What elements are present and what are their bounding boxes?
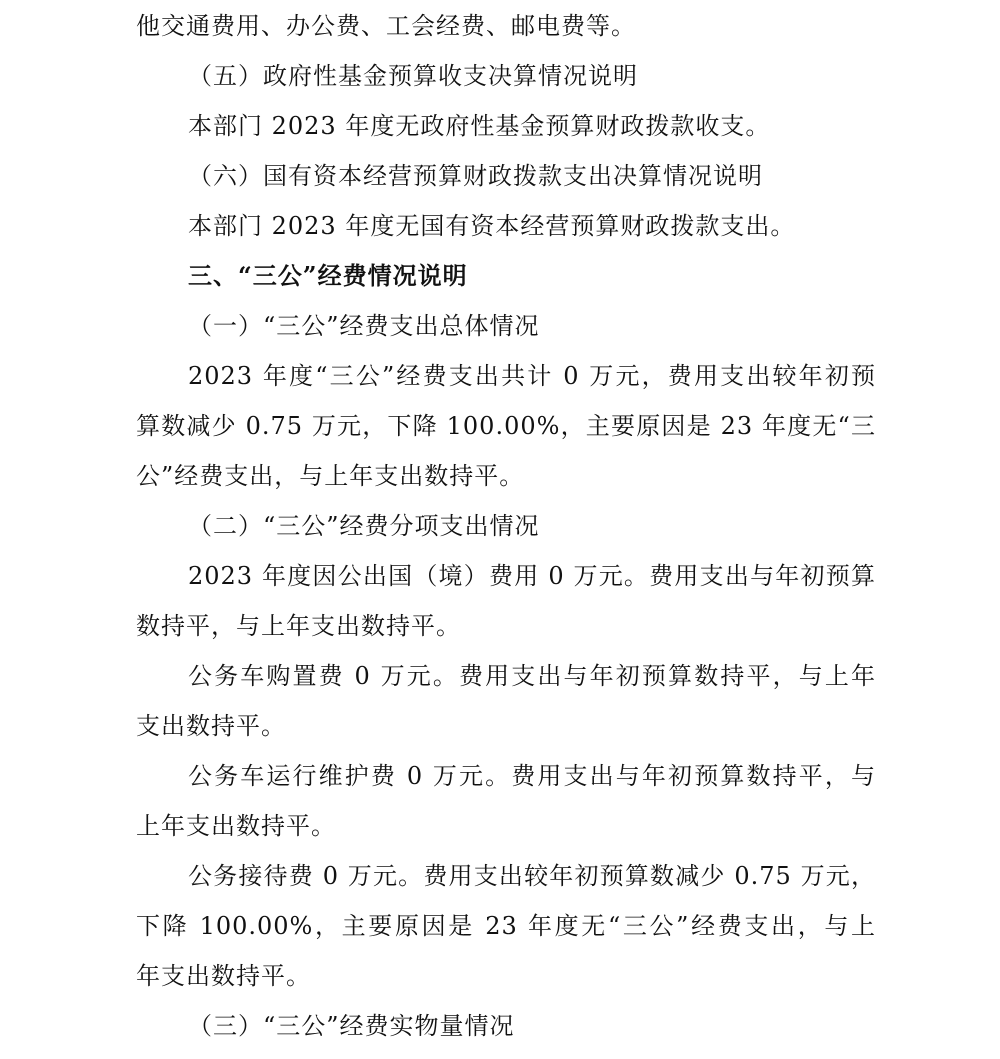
paragraph-line: 公务车购置费 0 万元。费用支出与年初预算数持平，与上年 bbox=[188, 662, 876, 690]
paragraph-line: 公务接待费 0 万元。费用支出较年初预算数减少 0.75 万元， bbox=[188, 862, 876, 890]
paragraph-line: 算数减少 0.75 万元，下降 100.00%，主要原因是 23 年度无“三 bbox=[136, 412, 876, 440]
paragraph-line: 数持平，与上年支出数持平。 bbox=[136, 612, 461, 640]
section-heading: （二）“三公”经费分项支出情况 bbox=[188, 512, 540, 540]
paragraph-line: 公务车运行维护费 0 万元。费用支出与年初预算数持平，与 bbox=[188, 762, 876, 790]
paragraph-line: 支出数持平。 bbox=[136, 712, 286, 740]
paragraph-line: 上年支出数持平。 bbox=[136, 812, 336, 840]
paragraph-line: 本部门 2023 年度无国有资本经营预算财政拨款支出。 bbox=[188, 212, 796, 240]
paragraph-line: 他交通费用、办公费、工会经费、邮电费等。 bbox=[136, 12, 636, 40]
paragraph-line: 公”经费支出，与上年支出数持平。 bbox=[136, 462, 525, 490]
paragraph-line: 年支出数持平。 bbox=[136, 962, 311, 990]
section-heading: （六）国有资本经营预算财政拨款支出决算情况说明 bbox=[188, 162, 763, 190]
section-heading: （五）政府性基金预算收支决算情况说明 bbox=[188, 62, 638, 90]
chapter-heading: 三、“三公”经费情况说明 bbox=[188, 261, 468, 290]
paragraph-line: 本部门 2023 年度无政府性基金预算财政拨款收支。 bbox=[188, 112, 771, 140]
section-heading: （三）“三公”经费实物量情况 bbox=[188, 1012, 515, 1040]
section-heading: （一）“三公”经费支出总体情况 bbox=[188, 312, 540, 340]
paragraph-line: 2023 年度因公出国（境）费用 0 万元。费用支出与年初预算 bbox=[188, 562, 876, 590]
paragraph-line: 下降 100.00%，主要原因是 23 年度无“三公”经费支出，与上 bbox=[136, 912, 876, 940]
paragraph-line: 2023 年度“三公”经费支出共计 0 万元，费用支出较年初预 bbox=[188, 362, 876, 390]
